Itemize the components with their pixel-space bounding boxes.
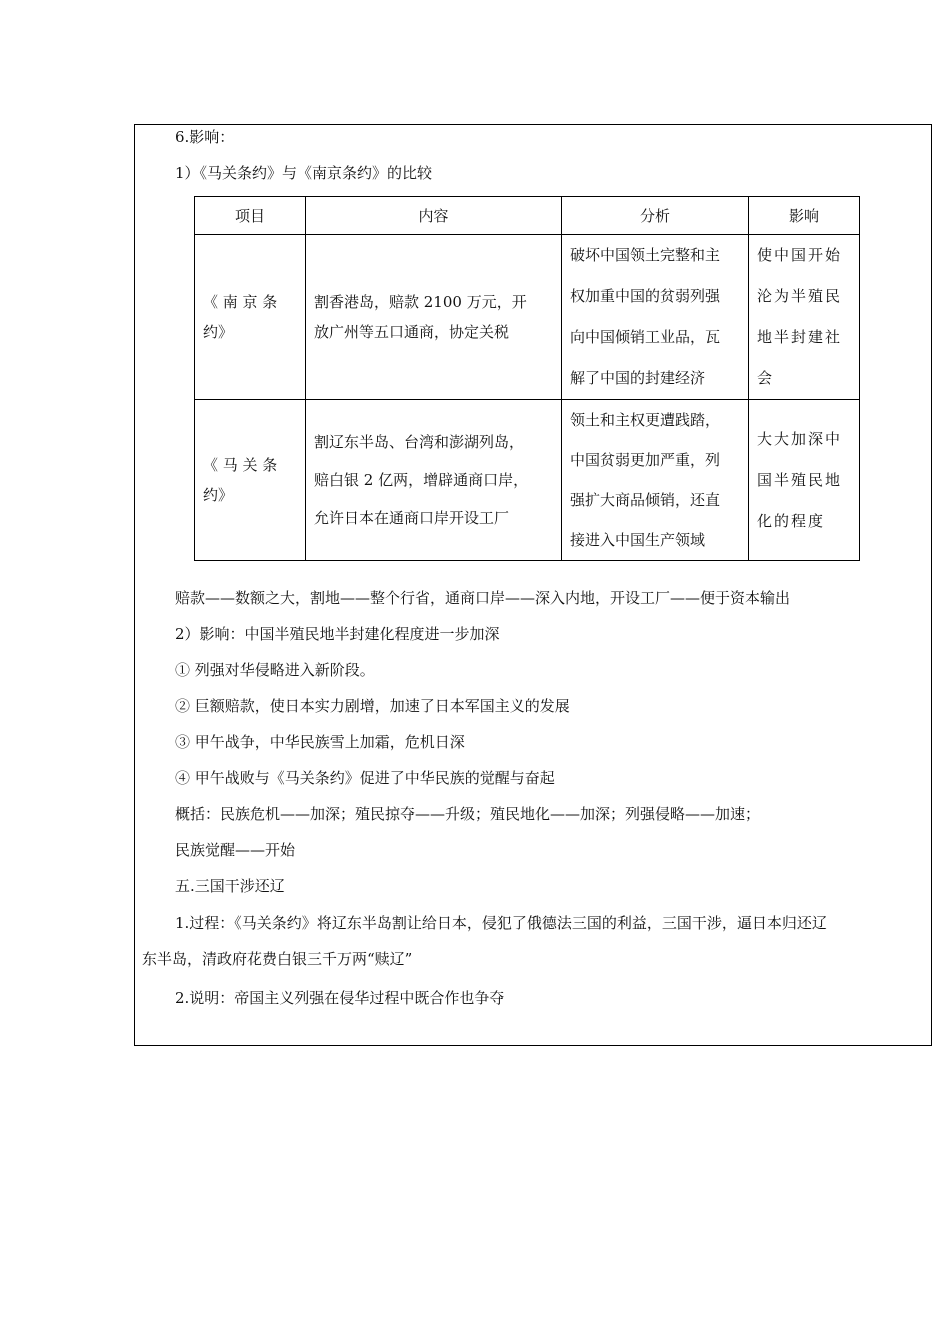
analysis-line: 向中国倾销工业品，瓦 — [570, 328, 721, 346]
heading-impact: 6.影响： — [175, 128, 235, 146]
analysis-line: 中国贫弱更加严重，列 — [570, 451, 721, 469]
influence-title: 2）影响：中国半殖民地半封建化程度进一步加深 — [175, 625, 500, 643]
section-title: 五.三国干涉还辽 — [175, 877, 285, 895]
analysis-line: 解了中国的封建经济 — [570, 369, 706, 387]
item-line: 约》 — [203, 486, 234, 504]
impact-line: 大大加深中 — [757, 429, 843, 448]
header-item: 项目 — [195, 197, 306, 235]
overview-line: 民族觉醒——开始 — [175, 841, 296, 859]
analysis-line: 强扩大商品倾销，还直 — [570, 491, 721, 509]
impact-line: 使中国开始 — [757, 246, 843, 264]
impact-line: 化的程度 — [757, 511, 826, 530]
content-line: 割辽东半岛、台湾和澎湖列岛， — [314, 433, 525, 451]
cell-analysis — [562, 400, 749, 561]
overview-line: 概括：民族危机——加深；殖民掠夺——升级；殖民地化——加深；列强侵略——加速； — [175, 805, 761, 823]
content-line: 割香港岛，赔款 2100 万元，开 — [314, 293, 527, 311]
influence-point: ③ 甲午战争，中华民族雪上加霜，危机日深 — [175, 733, 465, 751]
content-line: 放广州等五口通商，协定关税 — [314, 323, 510, 341]
process-text: 东半岛，清政府花费白银三千万两“赎辽” — [142, 950, 413, 968]
content-line: 允许日本在通商口岸开设工厂 — [314, 509, 510, 527]
cell-item — [195, 235, 306, 400]
table-row-nanjing — [195, 235, 860, 400]
header-impact: 影响 — [749, 197, 860, 235]
explanation-text: 2.说明：帝国主义列强在侵华过程中既合作也争夺 — [175, 989, 505, 1007]
cell-content — [306, 400, 562, 561]
item-line: 约》 — [203, 323, 234, 341]
cell-item — [195, 400, 306, 561]
comparison-subtitle: 1）《马关条约》与《南京条约》的比较 — [175, 164, 433, 182]
header-content: 内容 — [306, 197, 562, 235]
process-text: 1.过程：《马关条约》将辽东半岛割让给日本，侵犯了俄德法三国的利益，三国干涉，逼日本归还辽 — [175, 914, 827, 932]
header-analysis: 分析 — [562, 197, 749, 235]
influence-point: ② 巨额赔款，使日本实力剧增，加速了日本军国主义的发展 — [175, 697, 570, 715]
cell-impact — [749, 235, 860, 400]
cell-impact — [749, 400, 860, 561]
influence-point: ① 列强对华侵略进入新阶段。 — [175, 661, 375, 679]
item-line: 《 马 关 条 — [203, 456, 278, 474]
item-line: 《 南 京 条 — [203, 293, 278, 311]
content-line: 赔白银 2 亿两，增辟通商口岸， — [314, 471, 529, 489]
treaty-comparison-table — [194, 196, 860, 561]
cell-analysis — [562, 235, 749, 400]
analysis-line: 接进入中国生产领域 — [570, 531, 706, 549]
analysis-line: 领土和主权更遭践踏， — [570, 411, 721, 429]
analysis-line: 破坏中国领土完整和主 — [570, 246, 721, 264]
analysis-line: 权加重中国的贫弱列强 — [570, 287, 721, 305]
impact-line: 地半封建社 — [757, 328, 843, 346]
influence-point: ④ 甲午战败与《马关条约》促进了中华民族的觉醒与奋起 — [175, 769, 555, 787]
impact-line: 会 — [757, 369, 775, 387]
table-header-row — [195, 197, 860, 235]
table-row-maguan — [195, 400, 860, 561]
impact-line: 沦为半殖民 — [757, 287, 843, 305]
impact-line: 国半殖民地 — [757, 470, 843, 489]
reparations-summary: 赔款——数额之大，割地——整个行省，通商口岸——深入内地，开设工厂——便于资本输出 — [175, 589, 791, 607]
cell-content — [306, 235, 562, 400]
